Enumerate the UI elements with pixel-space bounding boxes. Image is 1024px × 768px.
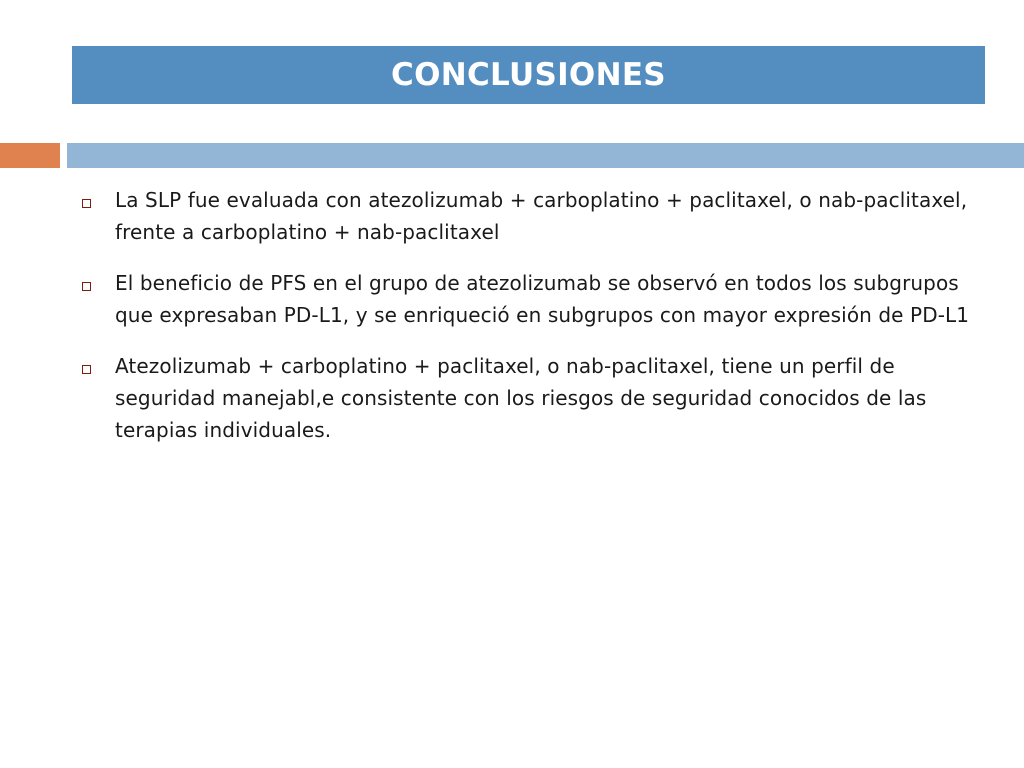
hollow-square-bullet-icon bbox=[82, 365, 91, 374]
bullet-text: Atezolizumab + carboplatino + paclitaxel, o nab-paclitaxel, tiene un perfil de seguridad manejabl,e consistente con los riesgos de seguridad conocidos de las terapias individuales. bbox=[115, 354, 927, 442]
slide-title: CONCLUSIONES bbox=[391, 57, 666, 93]
bullet-item bbox=[78, 267, 988, 331]
title-bar bbox=[72, 46, 985, 104]
bullet-text: El beneficio de PFS en el grupo de atezolizumab se observó en todos los subgrupos que expresaban PD-L1, y se enriqueció en subgrupos con mayor expresión de PD-L1 bbox=[115, 271, 970, 327]
bullet-item bbox=[78, 184, 988, 248]
bullet-list bbox=[78, 184, 988, 465]
accent-bar-blue bbox=[67, 143, 1024, 168]
hollow-square-bullet-icon bbox=[82, 282, 91, 291]
accent-bar-orange bbox=[0, 143, 60, 168]
hollow-square-bullet-icon bbox=[82, 199, 91, 208]
bullet-item bbox=[78, 350, 988, 446]
bullet-text: La SLP fue evaluada con atezolizumab + carboplatino + paclitaxel, o nab-paclitaxel, frente a carboplatino + nab-paclitaxel bbox=[115, 188, 968, 244]
